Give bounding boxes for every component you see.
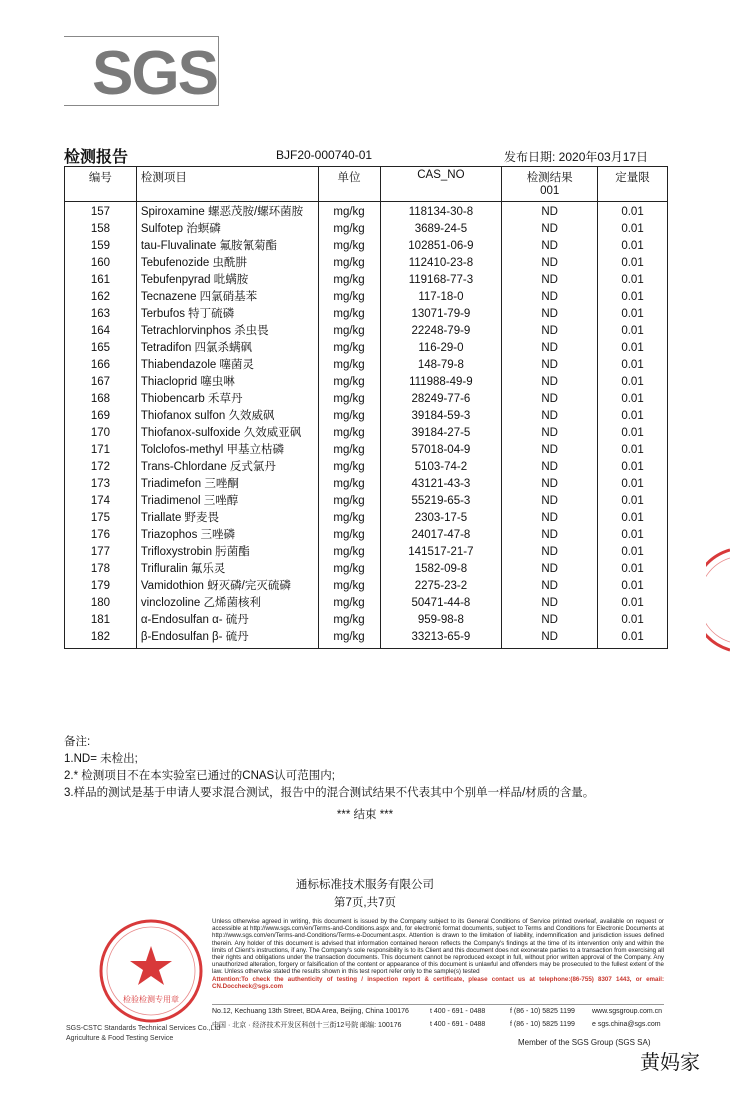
cell-no: 167 bbox=[65, 374, 137, 391]
cell-item: α-Endosulfan α- 硫丹 bbox=[136, 612, 318, 629]
cell-item: Tecnazene 四氯硝基苯 bbox=[136, 289, 318, 306]
cell-cas: 55219-65-3 bbox=[380, 493, 502, 510]
cell-result: ND bbox=[502, 527, 598, 544]
company-name: 通标标准技术服务有限公司 bbox=[296, 879, 434, 891]
cell-unit: mg/kg bbox=[318, 425, 380, 442]
cell-no: 176 bbox=[65, 527, 137, 544]
cell-item: Thiabendazole 噻菌灵 bbox=[136, 357, 318, 374]
edge-seal-icon bbox=[706, 548, 730, 652]
table-row bbox=[65, 510, 668, 527]
table-row bbox=[65, 272, 668, 289]
cell-item: Sulfotep 治螟磷 bbox=[136, 221, 318, 238]
cell-cas: 141517-21-7 bbox=[380, 544, 502, 561]
cell-unit: mg/kg bbox=[318, 357, 380, 374]
cell-no: 179 bbox=[65, 578, 137, 595]
cell-result: ND bbox=[502, 306, 598, 323]
cell-no: 158 bbox=[65, 221, 137, 238]
cell-result: ND bbox=[502, 255, 598, 272]
cell-unit: mg/kg bbox=[318, 578, 380, 595]
col-header-unit: 单位 bbox=[318, 167, 380, 202]
cell-result: ND bbox=[502, 374, 598, 391]
report-number: BJF20-000740-01 bbox=[276, 148, 373, 162]
cell-cas: 57018-04-9 bbox=[380, 442, 502, 459]
cell-loq: 0.01 bbox=[598, 527, 668, 544]
cell-result: ND bbox=[502, 408, 598, 425]
cell-item: vinclozoline 乙烯菌核利 bbox=[136, 595, 318, 612]
cell-unit: mg/kg bbox=[318, 476, 380, 493]
cell-cas: 33213-65-9 bbox=[380, 629, 502, 649]
cell-loq: 0.01 bbox=[598, 306, 668, 323]
cell-item: Triadimefon 三唑酮 bbox=[136, 476, 318, 493]
cell-unit: mg/kg bbox=[318, 595, 380, 612]
address-block bbox=[212, 1004, 664, 1031]
cell-item: Thiofanox sulfon 久效威砜 bbox=[136, 408, 318, 425]
cell-cas: 43121-43-3 bbox=[380, 476, 502, 493]
cell-loq: 0.01 bbox=[598, 323, 668, 340]
member-line: Member of the SGS Group (SGS SA) bbox=[518, 1038, 651, 1047]
cell-loq: 0.01 bbox=[598, 595, 668, 612]
results-table bbox=[64, 166, 668, 649]
cell-no: 171 bbox=[65, 442, 137, 459]
cell-unit: mg/kg bbox=[318, 629, 380, 649]
cell-item: Terbufos 特丁硫磷 bbox=[136, 306, 318, 323]
cell-cas: 39184-27-5 bbox=[380, 425, 502, 442]
cell-no: 163 bbox=[65, 306, 137, 323]
cell-unit: mg/kg bbox=[318, 391, 380, 408]
cell-item: Triadimenol 三唑醇 bbox=[136, 493, 318, 510]
col-header-result bbox=[502, 167, 598, 202]
note-line: 1.ND= 未检出; bbox=[64, 753, 138, 765]
cell-cas: 2275-23-2 bbox=[380, 578, 502, 595]
cell-item: Tebufenpyrad 吡螨胺 bbox=[136, 272, 318, 289]
cell-no: 166 bbox=[65, 357, 137, 374]
cell-result: ND bbox=[502, 391, 598, 408]
cell-unit: mg/kg bbox=[318, 493, 380, 510]
cell-unit: mg/kg bbox=[318, 306, 380, 323]
cell-result: ND bbox=[502, 202, 598, 222]
table-row bbox=[65, 323, 668, 340]
cell-cas: 13071-79-9 bbox=[380, 306, 502, 323]
cell-loq: 0.01 bbox=[598, 408, 668, 425]
cell-no: 174 bbox=[65, 493, 137, 510]
cell-loq: 0.01 bbox=[598, 544, 668, 561]
cell-unit: mg/kg bbox=[318, 221, 380, 238]
cell-loq: 0.01 bbox=[598, 561, 668, 578]
cell-loq: 0.01 bbox=[598, 272, 668, 289]
cell-loq: 0.01 bbox=[598, 629, 668, 649]
cell-cas: 28249-77-6 bbox=[380, 391, 502, 408]
cell-cas: 111988-49-9 bbox=[380, 374, 502, 391]
cell-cas: 102851-06-9 bbox=[380, 238, 502, 255]
table-row bbox=[65, 527, 668, 544]
table-body bbox=[65, 202, 668, 649]
cell-loq: 0.01 bbox=[598, 238, 668, 255]
table-row bbox=[65, 289, 668, 306]
cell-no: 170 bbox=[65, 425, 137, 442]
cell-unit: mg/kg bbox=[318, 238, 380, 255]
table-row bbox=[65, 578, 668, 595]
cell-unit: mg/kg bbox=[318, 510, 380, 527]
cell-result: ND bbox=[502, 493, 598, 510]
result-sample-id: 001 bbox=[540, 185, 560, 197]
table-row bbox=[65, 561, 668, 578]
cell-result: ND bbox=[502, 544, 598, 561]
cell-unit: mg/kg bbox=[318, 340, 380, 357]
cell-item: Trifloxystrobin 肟菌酯 bbox=[136, 544, 318, 561]
terms-text bbox=[212, 918, 664, 990]
telephone: t 400 - 691 - 0488 bbox=[430, 1008, 486, 1015]
cell-result: ND bbox=[502, 425, 598, 442]
col-header-item: 检测项目 bbox=[136, 167, 318, 202]
end-mark: *** 结束 *** bbox=[336, 809, 394, 821]
cell-item: Thiobencarb 禾草丹 bbox=[136, 391, 318, 408]
cell-loq: 0.01 bbox=[598, 374, 668, 391]
official-seal-icon bbox=[96, 916, 206, 1026]
table-row bbox=[65, 255, 668, 272]
table-header-row bbox=[65, 167, 668, 202]
cell-unit: mg/kg bbox=[318, 272, 380, 289]
col-header-loq: 定量限 bbox=[598, 167, 668, 202]
cell-cas: 22248-79-9 bbox=[380, 323, 502, 340]
table-row bbox=[65, 442, 668, 459]
note-line: 3.样品的测试是基于申请人要求混合测试，报告中的混合测试结果不代表其中个别单一样品/材质的含量。 bbox=[64, 787, 595, 799]
table-row bbox=[65, 374, 668, 391]
note-line: 2.* 检测项目不在本实验室已通过的CNAS认可范围内; bbox=[64, 770, 335, 782]
cell-item: Thiofanox-sulfoxide 久效威亚砜 bbox=[136, 425, 318, 442]
seal-side-line: SGS-CSTC Standards Technical Services Co.,Ltd bbox=[66, 1025, 221, 1032]
fax: f (86 - 10) 5825 1199 bbox=[510, 1008, 575, 1015]
cell-cas: 50471-44-8 bbox=[380, 595, 502, 612]
cell-cas: 3689-24-5 bbox=[380, 221, 502, 238]
cell-loq: 0.01 bbox=[598, 442, 668, 459]
cell-no: 178 bbox=[65, 561, 137, 578]
cell-unit: mg/kg bbox=[318, 544, 380, 561]
cell-item: Thiacloprid 噻虫啉 bbox=[136, 374, 318, 391]
cell-result: ND bbox=[502, 221, 598, 238]
notes-heading: 备注: bbox=[64, 736, 91, 748]
seal-side-line: Agriculture & Food Testing Service bbox=[66, 1035, 174, 1042]
seal-text: 检验检测专用章 bbox=[123, 995, 179, 1004]
table-row bbox=[65, 391, 668, 408]
cell-result: ND bbox=[502, 510, 598, 527]
page-number: 第7页,共7页 bbox=[334, 897, 396, 909]
cell-no: 165 bbox=[65, 340, 137, 357]
cell-cas: 2303-17-5 bbox=[380, 510, 502, 527]
col-header-cas: CAS_NO bbox=[380, 167, 502, 202]
watermark: 黄妈家 bbox=[640, 1050, 700, 1074]
cell-no: 159 bbox=[65, 238, 137, 255]
cell-unit: mg/kg bbox=[318, 527, 380, 544]
cell-loq: 0.01 bbox=[598, 255, 668, 272]
cell-no: 175 bbox=[65, 510, 137, 527]
attention-line: Attention:To check the authenticity of testing / inspection report & certificate, please contact us at telephone:(86-755) 8307 1443, or email: CN.Doccheck@sgs.com bbox=[212, 975, 664, 990]
cell-result: ND bbox=[502, 323, 598, 340]
fax: f (86 - 10) 5825 1199 bbox=[510, 1021, 575, 1028]
cell-item: Tetrachlorvinphos 杀虫畏 bbox=[136, 323, 318, 340]
cell-loq: 0.01 bbox=[598, 202, 668, 222]
cell-cas: 39184-59-3 bbox=[380, 408, 502, 425]
table-row bbox=[65, 357, 668, 374]
table-row bbox=[65, 629, 668, 649]
cell-result: ND bbox=[502, 629, 598, 649]
cell-cas: 148-79-8 bbox=[380, 357, 502, 374]
seal-side-text bbox=[66, 1024, 220, 1044]
table-row bbox=[65, 221, 668, 238]
cell-no: 169 bbox=[65, 408, 137, 425]
cell-no: 160 bbox=[65, 255, 137, 272]
cell-no: 180 bbox=[65, 595, 137, 612]
cell-item: Triazophos 三唑磷 bbox=[136, 527, 318, 544]
cell-item: tau-Fluvalinate 氟胺氰菊酯 bbox=[136, 238, 318, 255]
cell-item: Tetradifon 四氯杀螨砜 bbox=[136, 340, 318, 357]
cell-loq: 0.01 bbox=[598, 578, 668, 595]
table-row bbox=[65, 202, 668, 222]
cell-no: 173 bbox=[65, 476, 137, 493]
cell-loq: 0.01 bbox=[598, 391, 668, 408]
table-row bbox=[65, 306, 668, 323]
address-en: No.12, Kechuang 13th Street, BDA Area, Beijing, China 100176 bbox=[212, 1008, 409, 1015]
table-row bbox=[65, 544, 668, 561]
terms-body: Unless otherwise agreed in writing, this document is issued by the Company subject to its General Conditions of Service printed overleaf, available on request or accessible at http://www.sgs.com/en/Terms-and-Conditions.aspx and, for electronic format documents, subject to Terms and Conditions for Electronic Documents at http://www.sgs.com/en/Terms-and-Conditions/Terms-e-Document.aspx. Attention is drawn to the limitation of liability, indemnification and jurisdiction issues defined therein. Any holder of this document is advised that information contained hereon reflects the Company's findings at the time of its intervention only and within the limits of Client's instructions, if any. The Company's sole responsibility is to its Client and this document does not exonerate parties to a transaction from exercising all their rights and obligations under the transaction documents. This document cannot be reproduced except in full, without prior written approval of the Company. Any unauthorized alteration, forgery or falsification of the content or appearance of this document is unlawful and offenders may be prosecuted to the fullest extent of the law. Unless otherwise stated the results shown in this test report refer only to the sample(s) tested bbox=[212, 918, 664, 976]
cell-no: 162 bbox=[65, 289, 137, 306]
notes bbox=[64, 734, 594, 802]
cell-result: ND bbox=[502, 561, 598, 578]
cell-cas: 119168-77-3 bbox=[380, 272, 502, 289]
cell-no: 172 bbox=[65, 459, 137, 476]
cell-loq: 0.01 bbox=[598, 221, 668, 238]
cell-result: ND bbox=[502, 459, 598, 476]
table-row bbox=[65, 595, 668, 612]
col-header-no: 编号 bbox=[65, 167, 137, 202]
website-link[interactable]: www.sgsgroup.com.cn bbox=[592, 1008, 663, 1015]
cell-loq: 0.01 bbox=[598, 340, 668, 357]
cell-result: ND bbox=[502, 595, 598, 612]
cell-unit: mg/kg bbox=[318, 408, 380, 425]
cell-item: β-Endosulfan β- 硫丹 bbox=[136, 629, 318, 649]
cell-unit: mg/kg bbox=[318, 374, 380, 391]
issue-date: 发布日期: 2020年03月17日 bbox=[504, 150, 649, 164]
cell-loq: 0.01 bbox=[598, 510, 668, 527]
cell-item: Spiroxamine 螺恶茂胺/螺环菌胺 bbox=[136, 202, 318, 222]
table-row bbox=[65, 238, 668, 255]
cell-result: ND bbox=[502, 612, 598, 629]
cell-cas: 117-18-0 bbox=[380, 289, 502, 306]
cell-loq: 0.01 bbox=[598, 459, 668, 476]
cell-unit: mg/kg bbox=[318, 323, 380, 340]
cell-unit: mg/kg bbox=[318, 459, 380, 476]
cell-result: ND bbox=[502, 272, 598, 289]
table-row bbox=[65, 612, 668, 629]
cell-item: Vamidothion 蚜灭磷/完灭硫磷 bbox=[136, 578, 318, 595]
cell-cas: 118134-30-8 bbox=[380, 202, 502, 222]
cell-loq: 0.01 bbox=[598, 357, 668, 374]
cell-no: 177 bbox=[65, 544, 137, 561]
cell-no: 181 bbox=[65, 612, 137, 629]
cell-result: ND bbox=[502, 357, 598, 374]
cell-unit: mg/kg bbox=[318, 255, 380, 272]
email-link[interactable]: e sgs.china@sgs.com bbox=[592, 1021, 661, 1028]
cell-loq: 0.01 bbox=[598, 493, 668, 510]
table-row bbox=[65, 408, 668, 425]
cell-item: Trifluralin 氟乐灵 bbox=[136, 561, 318, 578]
cell-unit: mg/kg bbox=[318, 289, 380, 306]
sgs-logo: SGS bbox=[92, 39, 217, 108]
cell-loq: 0.01 bbox=[598, 425, 668, 442]
table-row bbox=[65, 459, 668, 476]
cell-result: ND bbox=[502, 442, 598, 459]
result-label: 检测结果 bbox=[526, 172, 573, 184]
table-row bbox=[65, 340, 668, 357]
cell-no: 164 bbox=[65, 323, 137, 340]
cell-result: ND bbox=[502, 340, 598, 357]
table-row bbox=[65, 493, 668, 510]
cell-unit: mg/kg bbox=[318, 202, 380, 222]
cell-cas: 24017-47-8 bbox=[380, 527, 502, 544]
cell-item: Triallate 野麦畏 bbox=[136, 510, 318, 527]
telephone: t 400 - 691 - 0488 bbox=[430, 1021, 486, 1028]
report-title: 检测报告 bbox=[64, 149, 129, 166]
cell-no: 182 bbox=[65, 629, 137, 649]
cell-unit: mg/kg bbox=[318, 561, 380, 578]
table-row bbox=[65, 425, 668, 442]
cell-item: Tolclofos-methyl 甲基立枯磷 bbox=[136, 442, 318, 459]
cell-result: ND bbox=[502, 289, 598, 306]
table-row bbox=[65, 476, 668, 493]
cell-cas: 5103-74-2 bbox=[380, 459, 502, 476]
cell-result: ND bbox=[502, 476, 598, 493]
cell-loq: 0.01 bbox=[598, 612, 668, 629]
cell-loq: 0.01 bbox=[598, 289, 668, 306]
cell-cas: 116-29-0 bbox=[380, 340, 502, 357]
cell-no: 157 bbox=[65, 202, 137, 222]
cell-no: 161 bbox=[65, 272, 137, 289]
cell-cas: 1582-09-8 bbox=[380, 561, 502, 578]
cell-unit: mg/kg bbox=[318, 442, 380, 459]
cell-item: Trans-Chlordane 反式氯丹 bbox=[136, 459, 318, 476]
cell-item: Tebufenozide 虫酰肼 bbox=[136, 255, 318, 272]
cell-result: ND bbox=[502, 238, 598, 255]
cell-unit: mg/kg bbox=[318, 612, 380, 629]
cell-loq: 0.01 bbox=[598, 476, 668, 493]
cell-no: 168 bbox=[65, 391, 137, 408]
cell-cas: 112410-23-8 bbox=[380, 255, 502, 272]
cell-result: ND bbox=[502, 578, 598, 595]
cell-cas: 959-98-8 bbox=[380, 612, 502, 629]
address-cn: 中国 · 北京 · 经济技术开发区科创十三街12号院 邮编: 100176 bbox=[212, 1021, 402, 1029]
